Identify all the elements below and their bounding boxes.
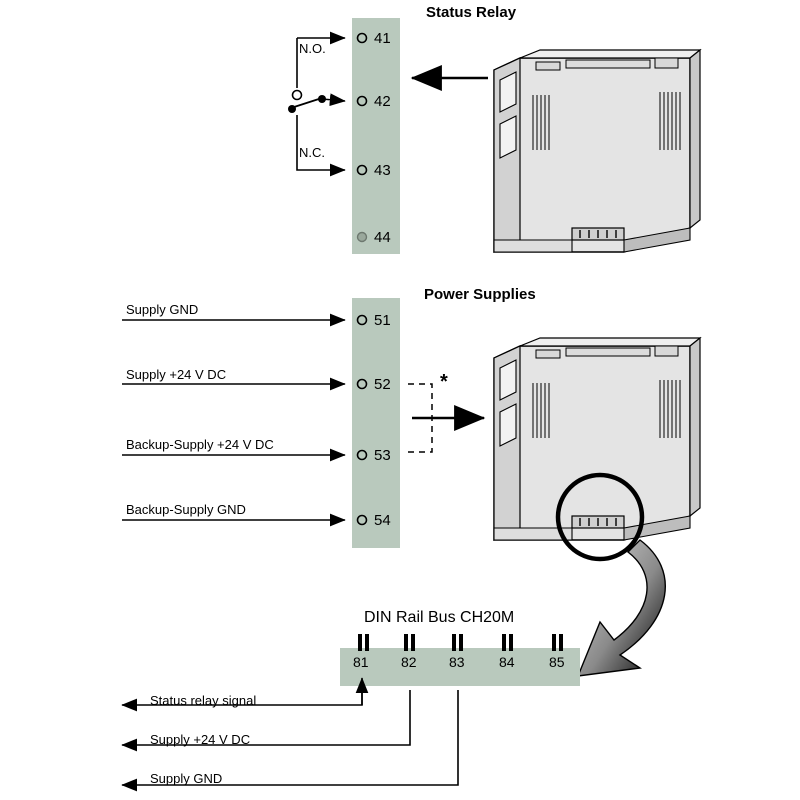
contact-label-nc: N.C. bbox=[299, 145, 325, 160]
wire-label-supply-gnd: Supply GND bbox=[126, 302, 199, 317]
terminal-41: 41 bbox=[374, 30, 391, 47]
note-marker-asterisk: * bbox=[440, 371, 448, 393]
wire-label-supply-24v: Supply +24 V DC bbox=[126, 367, 227, 382]
bus-terminal-81: 81 bbox=[353, 654, 369, 670]
title-din-rail-bus: DIN Rail Bus CH20M bbox=[364, 609, 515, 626]
relay-terminal-strip bbox=[352, 18, 400, 254]
title-status-relay: Status Relay bbox=[426, 4, 517, 21]
terminal-51: 51 bbox=[374, 312, 391, 329]
terminal-42: 42 bbox=[374, 93, 391, 110]
wire-label-backup-supply-24v: Backup-Supply +24 V DC bbox=[126, 437, 274, 452]
bus-wire-label-supply-24v: Supply +24 V DC bbox=[150, 732, 251, 747]
bus-wire-label-supply-gnd: Supply GND bbox=[150, 771, 223, 786]
terminal-54: 54 bbox=[374, 512, 391, 529]
bus-terminal-85: 85 bbox=[549, 654, 565, 670]
device-module-bottom bbox=[494, 338, 700, 540]
bus-wire-label-status-relay-signal: Status relay signal bbox=[150, 693, 257, 708]
bus-terminal-84: 84 bbox=[499, 654, 515, 670]
terminal-52: 52 bbox=[374, 376, 391, 393]
terminal-53: 53 bbox=[374, 447, 391, 464]
device-module-top bbox=[494, 50, 700, 252]
terminal-43: 43 bbox=[374, 162, 391, 179]
power-terminal-strip bbox=[352, 298, 400, 548]
terminal-44: 44 bbox=[374, 229, 391, 246]
bus-terminal-83: 83 bbox=[449, 654, 465, 670]
contact-label-no: N.O. bbox=[299, 41, 326, 56]
wire-label-backup-supply-gnd: Backup-Supply GND bbox=[126, 502, 246, 517]
title-power-supplies: Power Supplies bbox=[424, 286, 536, 303]
bus-terminal-82: 82 bbox=[401, 654, 417, 670]
callout-arrow bbox=[578, 540, 665, 676]
